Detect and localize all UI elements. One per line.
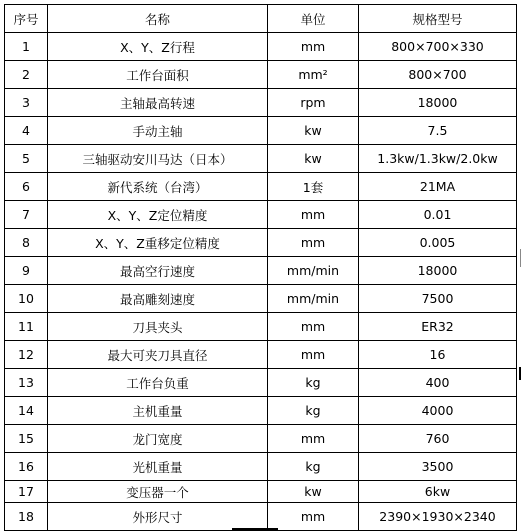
cell-name: 变压器一个 xyxy=(48,481,268,503)
cell-spec: 1.3kw/1.3kw/2.0kw xyxy=(359,145,517,173)
table-row xyxy=(5,341,517,369)
cell-unit: mm/min xyxy=(268,257,359,285)
cell-no: 15 xyxy=(5,425,48,453)
cell-name: 外形尺寸 xyxy=(48,503,268,531)
spec-table-body xyxy=(5,33,517,531)
cell-spec: 21MA xyxy=(359,173,517,201)
cell-unit: kw xyxy=(268,117,359,145)
cell-unit: mm xyxy=(268,33,359,61)
cell-name: X、Y、Z行程 xyxy=(48,33,268,61)
cell-no: 4 xyxy=(5,117,48,145)
cell-name: 龙门宽度 xyxy=(48,425,268,453)
cell-spec: 2390×1930×2340 xyxy=(359,503,517,531)
cell-name: 主轴最高转速 xyxy=(48,89,268,117)
cell-spec: 800×700×330 xyxy=(359,33,517,61)
header-name: 名称 xyxy=(48,5,268,33)
header-spec: 规格型号 xyxy=(359,5,517,33)
spec-table xyxy=(4,4,517,531)
cell-no: 13 xyxy=(5,369,48,397)
cell-name: 最大可夹刀具直径 xyxy=(48,341,268,369)
cell-spec: 0.01 xyxy=(359,201,517,229)
cell-unit: mm/min xyxy=(268,285,359,313)
table-row xyxy=(5,369,517,397)
table-row xyxy=(5,397,517,425)
cell-name: 手动主轴 xyxy=(48,117,268,145)
table-row xyxy=(5,481,517,503)
cell-spec: 800×700 xyxy=(359,61,517,89)
table-row xyxy=(5,173,517,201)
table-row xyxy=(5,313,517,341)
cell-unit: kg xyxy=(268,369,359,397)
cell-no: 6 xyxy=(5,173,48,201)
cell-spec: 18000 xyxy=(359,89,517,117)
cell-no: 16 xyxy=(5,453,48,481)
cell-no: 14 xyxy=(5,397,48,425)
table-row xyxy=(5,229,517,257)
spec-table-header xyxy=(5,5,517,33)
cell-name: 最高空行速度 xyxy=(48,257,268,285)
cell-unit: mm² xyxy=(268,61,359,89)
cell-unit: mm xyxy=(268,341,359,369)
cell-spec: 3500 xyxy=(359,453,517,481)
table-row xyxy=(5,61,517,89)
table-row xyxy=(5,453,517,481)
cell-unit: mm xyxy=(268,503,359,531)
cell-name: 主机重量 xyxy=(48,397,268,425)
cell-spec: 0.005 xyxy=(359,229,517,257)
cell-unit: mm xyxy=(268,425,359,453)
cell-name: 工作台面积 xyxy=(48,61,268,89)
cell-no: 2 xyxy=(5,61,48,89)
table-row xyxy=(5,145,517,173)
cell-name: 三轴驱动安川马达（日本） xyxy=(48,145,268,173)
table-row xyxy=(5,503,517,531)
cell-no: 7 xyxy=(5,201,48,229)
cell-no: 17 xyxy=(5,481,48,503)
header-no: 序号 xyxy=(5,5,48,33)
cell-spec: 400 xyxy=(359,369,517,397)
cell-no: 11 xyxy=(5,313,48,341)
cell-spec: 7.5 xyxy=(359,117,517,145)
table-row xyxy=(5,89,517,117)
cell-spec: 760 xyxy=(359,425,517,453)
cell-spec: ER32 xyxy=(359,313,517,341)
cell-no: 8 xyxy=(5,229,48,257)
cell-name: 刀具夹头 xyxy=(48,313,268,341)
cell-unit: kw xyxy=(268,481,359,503)
table-row xyxy=(5,257,517,285)
cell-unit: mm xyxy=(268,229,359,257)
cell-spec: 4000 xyxy=(359,397,517,425)
cell-unit: mm xyxy=(268,313,359,341)
table-row xyxy=(5,201,517,229)
cell-no: 5 xyxy=(5,145,48,173)
cell-unit: kg xyxy=(268,453,359,481)
cell-name: 工作台负重 xyxy=(48,369,268,397)
cell-no: 3 xyxy=(5,89,48,117)
cell-unit: rpm xyxy=(268,89,359,117)
table-row xyxy=(5,33,517,61)
cell-name: 新代系统（台湾） xyxy=(48,173,268,201)
cell-name: 最高雕刻速度 xyxy=(48,285,268,313)
table-row xyxy=(5,425,517,453)
header-row xyxy=(5,5,517,33)
cell-spec: 18000 xyxy=(359,257,517,285)
table-row xyxy=(5,117,517,145)
cell-spec: 7500 xyxy=(359,285,517,313)
cell-no: 1 xyxy=(5,33,48,61)
cell-no: 9 xyxy=(5,257,48,285)
cell-unit: 1套 xyxy=(268,173,359,201)
cell-no: 12 xyxy=(5,341,48,369)
header-unit: 单位 xyxy=(268,5,359,33)
cell-spec: 16 xyxy=(359,341,517,369)
cell-spec: 6kw xyxy=(359,481,517,503)
cell-name: X、Y、Z定位精度 xyxy=(48,201,268,229)
cell-name: 光机重量 xyxy=(48,453,268,481)
table-row xyxy=(5,285,517,313)
cell-unit: kw xyxy=(268,145,359,173)
cell-unit: mm xyxy=(268,201,359,229)
cell-no: 10 xyxy=(5,285,48,313)
cell-no: 18 xyxy=(5,503,48,531)
cell-name: X、Y、Z重移定位精度 xyxy=(48,229,268,257)
cell-unit: kg xyxy=(268,397,359,425)
